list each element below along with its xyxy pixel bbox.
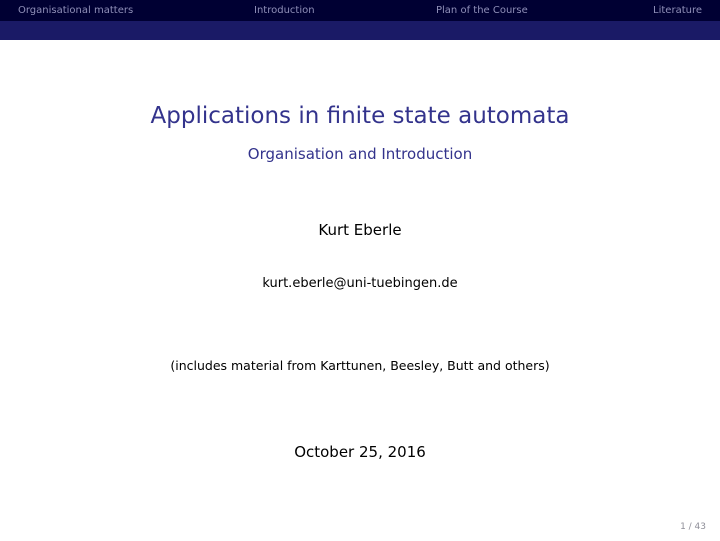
author-name: Kurt Eberle	[318, 221, 402, 239]
nav-literature[interactable]: Literature	[653, 5, 702, 16]
nav-organisational-matters[interactable]: Organisational matters	[18, 5, 134, 16]
nav-introduction[interactable]: Introduction	[254, 5, 315, 16]
navigation-bar	[0, 0, 720, 21]
page-number: 1 / 43	[680, 522, 706, 532]
material-note: (includes material from Karttunen, Beesley, Butt and others)	[170, 358, 550, 373]
header-strip	[0, 21, 720, 40]
nav-plan-of-the-course[interactable]: Plan of the Course	[436, 5, 528, 16]
slide-subtitle: Organisation and Introduction	[247, 145, 473, 163]
slide-title: Applications in finite state automata	[150, 103, 570, 129]
slide-date: October 25, 2016	[294, 443, 426, 461]
author-email: kurt.eberle@uni-tuebingen.de	[262, 276, 458, 291]
